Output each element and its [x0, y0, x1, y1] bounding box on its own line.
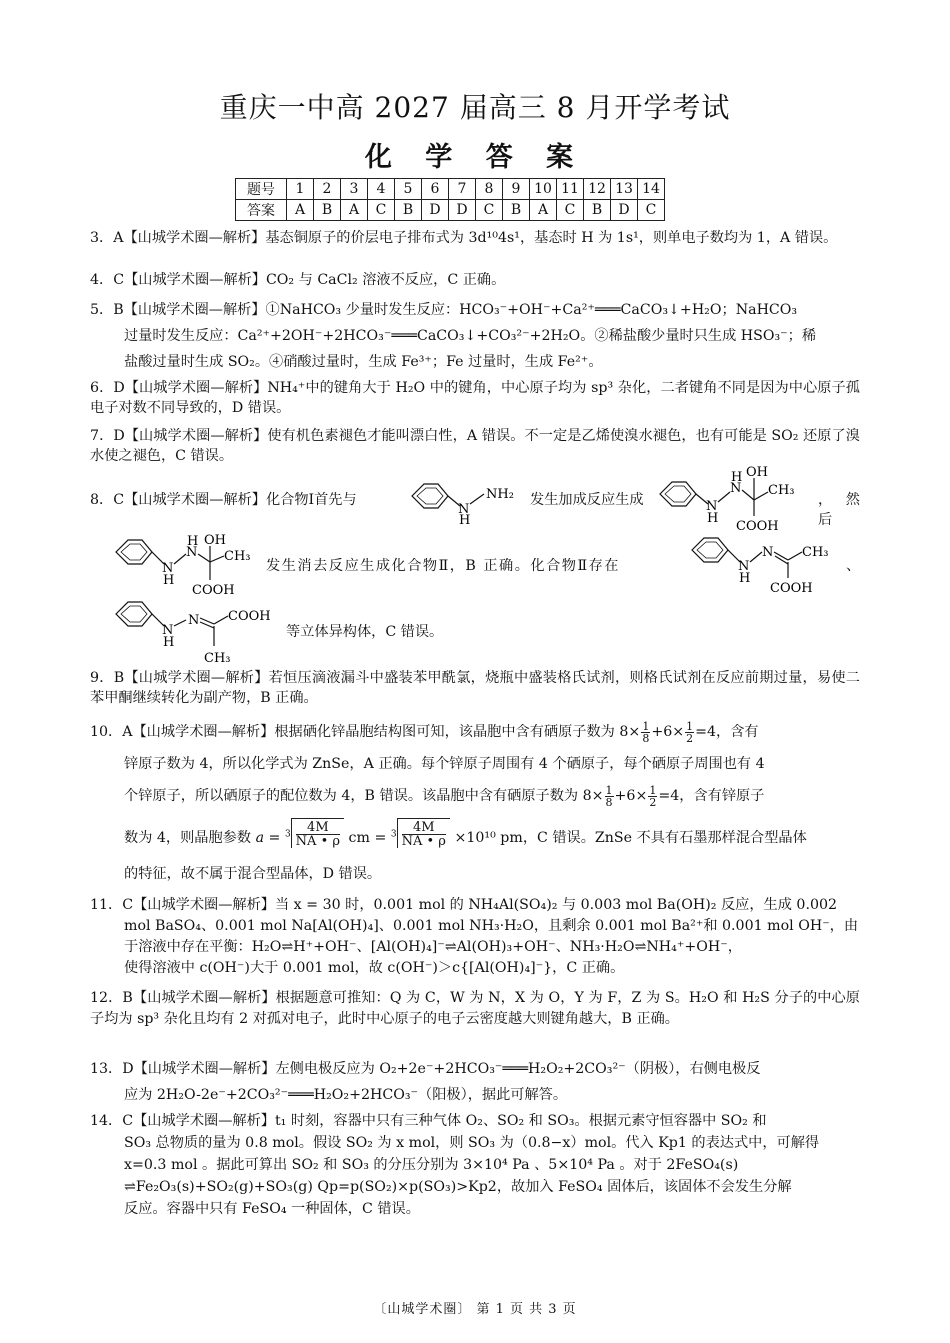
page-title: 重庆一中高 2027 届高三 8 月开学考试 [219, 91, 731, 124]
item-line: 盐酸过量时生成 SO₂。④硝酸过量时，生成 Fe³⁺；Fe 过量时，生成 Fe²⁺。 [124, 354, 603, 370]
item-line [90, 716, 860, 748]
atom-label: COOH [770, 581, 813, 596]
question-number-cell: 10 [530, 179, 557, 200]
answer-cell: D [422, 200, 449, 221]
item-line: 应为 2H₂O-2e⁻+2CO₃²⁻═══H₂O₂+2HCO₃⁻（阳极），据此可解答。 [124, 1087, 568, 1103]
atom-label: N [762, 545, 774, 560]
question-number-cell: 12 [584, 179, 611, 200]
atom-label: CH₃ [224, 549, 251, 564]
item-line: 于溶液中存在平衡：H₂O⇌H⁺+OH⁻、[Al(OH)₄]⁻⇌Al(OH)₃+OH⁻、NH₃·H₂O⇌NH₄⁺+OH⁻， [124, 939, 742, 955]
answer-item-7 [90, 426, 860, 466]
fraction-denominator: 8 [605, 795, 613, 809]
item-text: 3．A【山城学术圈—解析】基态铜原子的价层电子排布式为 3d¹⁰4s¹，基态时 H 为 1s¹，则单电子数均为 1，A 错误。 [90, 230, 838, 246]
math-text: 8× [619, 724, 641, 740]
item-text: 12．B【山城学术圈—解析】根据题意可推知：Q 为 C，W 为 N，X 为 O，Y 为 F，Z 为 S。H₂O 和 H₂S 分子的中心原子均为 sp³ 杂化且均有 2 对孤对电子，此时中心原子的电子云密度越大则键角越大，B 正确。 [90, 990, 860, 1027]
answer-item-3 [90, 228, 860, 248]
question-number-cell: 1 [287, 179, 314, 200]
item-line: 11．C【山城学术圈—解析】当 x = 30 时，0.001 mol 的 NH₄Al(SO₄)₂ 与 0.003 mol Ba(OH)₂ 反应，生成 0.002 [90, 897, 838, 913]
fraction [605, 785, 614, 808]
answer-item-9 [90, 668, 860, 708]
atom-label: H [731, 470, 743, 485]
answer-cell: C [557, 200, 584, 221]
answer-item-8 [90, 465, 860, 534]
math-text: =4 [658, 788, 680, 804]
atom-label: N [738, 559, 750, 574]
item-text: 7．D【山城学术圈—解析】使有机色素褪色才能叫漂白性，A 错误。不一定是乙烯使溴水褪色，也有可能是 SO₂ 还原了溴水使之褪色，C 错误。 [90, 428, 860, 464]
item-text: 等立体异构体，C 错误。 [286, 624, 444, 640]
question-number-cell: 13 [611, 179, 638, 200]
item-text: ，C 错误。ZnSe 不具有石墨那样混合型晶体 [522, 830, 807, 846]
item-text: 6．D【山城学术圈—解析】NH₄⁺中的键角大于 H₂O 中的键角，中心原子均为 sp³ 杂化，二者键角不同是因为中心原子孤电子对数不同导致的，D 错误。 [90, 380, 860, 416]
item-text: 数为 4，则晶胞参数 [124, 830, 252, 846]
atom-label: CH₃ [802, 545, 829, 560]
root-numerator: 4M [402, 821, 446, 835]
root-index: 3 [284, 829, 291, 840]
addition-product-structure [656, 464, 816, 534]
atom-label: COOH [736, 519, 779, 534]
item-text: ，含有 [716, 724, 759, 740]
atom-label: H [707, 511, 719, 526]
item-line: ⇌Fe₂O₃(s)+SO₂(g)+SO₃(g) Qp=p(SO₂)×p(SO₃)>Kp2，故加入 FeSO₄ 固体后，该固体不会发生分解 [124, 1179, 792, 1195]
item-line: x=0.3 mol 。据此可算出 SO₂ 和 SO₃ 的分压分别为 3×10⁴ Pa 、5×10⁴ Pa 。对于 2FeSO₄(s) [124, 1157, 739, 1173]
answer-item-13 [90, 1056, 860, 1108]
answer-cell: B [395, 200, 422, 221]
row-label: 题号 [236, 179, 287, 200]
addition-product-structure [112, 534, 272, 600]
answer-item-12 [90, 988, 860, 1030]
item-line: 反应。容器中只有 FeSO₄ 一种固体，C 错误。 [124, 1201, 420, 1217]
cube-root [397, 818, 450, 858]
atom-label: OH [204, 534, 226, 548]
fraction-denominator: 2 [649, 795, 657, 809]
fraction-denominator: 2 [686, 731, 694, 745]
item-line: SO₃ 总物质的量为 0.8 mol。假设 SO₂ 为 x mol，则 SO₃ 为（0.8−x）mol。代入 Kp1 的表达式中，可解得 [124, 1135, 820, 1151]
item-text: 发生消去反应生成化合物Ⅱ，B 正确。化合物Ⅱ存在 [266, 558, 620, 574]
atom-label: H [739, 571, 751, 586]
answer-cell: C [368, 200, 395, 221]
item-text: ，然后 [818, 492, 860, 528]
fraction-numerator: 1 [642, 719, 650, 733]
answer-cell: A [530, 200, 557, 221]
root-index: 3 [390, 829, 397, 840]
question-number-cell: 14 [638, 179, 665, 200]
atom-label: N [162, 561, 174, 576]
answer-row [236, 200, 665, 221]
question-number-cell: 3 [341, 179, 368, 200]
question-number-cell: 5 [395, 179, 422, 200]
item-line: 的特征，故不属于混合型晶体，D 错误。 [124, 866, 382, 882]
root-numerator: 4M [296, 821, 340, 835]
atom-label: H [187, 534, 199, 549]
atom-label: N [706, 499, 718, 514]
item-line: 5．B【山城学术圈—解析】①NaHCO₃ 少量时发生反应：HCO₃⁻+OH⁻+Ca²⁺═══CaCO₃↓+H₂O；NaHCO₃ [90, 302, 798, 318]
answer-cell: B [584, 200, 611, 221]
atom-label: OH [746, 465, 768, 480]
item-text: 、 [846, 558, 861, 574]
atom-label: N [188, 613, 200, 628]
math-text: cm = [348, 830, 387, 846]
phenylhydrazine-structure [408, 476, 538, 526]
item-line [90, 780, 860, 812]
atom-label: H [459, 513, 471, 526]
answer-item-4 [90, 270, 860, 290]
atom-label: H [163, 573, 175, 588]
item-line: 使得溶液中 c(OH⁻)大于 0.001 mol，故 c(OH⁻)＞c{[Al(OH)₄]⁻}，C 正确。 [124, 960, 625, 976]
item-text: 8．C【山城学术圈—解析】化合物Ⅰ首先与 [90, 492, 357, 508]
math-text: =4 [695, 724, 717, 740]
item-text: 9．B【山城学术圈—解析】若恒压滴液漏斗中盛装苯甲酰氯，烧瓶中盛装格氏试剂，则格氏试剂在反应前期过量，易使二苯甲酮继续转化为副产物，B 正确。 [90, 670, 860, 706]
answer-cell: A [287, 200, 314, 221]
row-label: 答案 [236, 200, 287, 221]
answer-item-8-line3 [90, 602, 860, 668]
fraction [648, 785, 657, 808]
answer-cell: B [314, 200, 341, 221]
atom-label: N [162, 623, 174, 638]
fraction [641, 721, 650, 744]
atom-label: CH₃ [768, 483, 795, 498]
fraction [685, 721, 694, 744]
item-line: mol BaSO₄、0.001 mol Na[Al(OH)₄]、0.001 mol NH₃·H₂O，且剩余 0.001 mol Ba²⁺和 0.001 mol OH⁻，由 [124, 918, 859, 934]
question-number-cell: 9 [503, 179, 530, 200]
atom-label: CH₃ [204, 651, 231, 666]
page-footer: 〔山城学术圈〕 第 1 页 共 3 页 [373, 1302, 577, 1317]
atom-label: H [163, 635, 175, 650]
question-number-row [236, 179, 665, 200]
item-line: 14．C【山城学术圈—解析】t₁ 时刻，容器中只有三种气体 O₂、SO₂ 和 SO₃。根据元素守恒容器中 SO₂ 和 [90, 1113, 767, 1129]
atom-label: COOH [228, 609, 271, 624]
math-text: +6× [614, 788, 648, 804]
atom-label: N [730, 481, 742, 496]
atom-label: COOH [192, 583, 235, 598]
answer-cell: C [476, 200, 503, 221]
answer-cell: A [341, 200, 368, 221]
answer-item-8-line2 [90, 534, 860, 600]
answer-item-14 [90, 1110, 860, 1220]
item-line: 锌原子数为 4，所以化学式为 ZnSe，A 正确。每个锌原子周围有 4 个硒原子，每个硒原子周围也有 4 [124, 756, 765, 772]
item-text: 个锌原子，所以硒原子的配位数为 4，B 错误。该晶胞中含有硒原子数为 [124, 788, 579, 804]
root-denominator: NA • ρ [401, 834, 446, 849]
question-number-cell: 2 [314, 179, 341, 200]
question-number-cell: 11 [557, 179, 584, 200]
item-text: 10．A【山城学术圈—解析】根据硒化锌晶胞结构图可知，该晶胞中含有硒原子数为 [90, 724, 615, 740]
question-number-cell: 8 [476, 179, 503, 200]
answer-item-5 [90, 297, 860, 375]
math-text: +6× [651, 724, 685, 740]
item-line: 13．D【山城学术圈—解析】左侧电极反应为 O₂+2e⁻+2HCO₃⁻═══H₂O₂+2CO₃²⁻（阴极），右侧电极反 [90, 1061, 761, 1077]
stereoisomer-structure [112, 598, 292, 668]
item-line: 过量时发生反应：Ca²⁺+2OH⁻+2HCO₃⁻═══CaCO₃↓+CO₃²⁻+2H₂O。②稀盐酸少量时只生成 HSO₃⁻；稀 [124, 328, 817, 344]
answer-cell: B [503, 200, 530, 221]
answer-item-6 [90, 378, 860, 418]
question-number-cell: 4 [368, 179, 395, 200]
root-denominator: NA • ρ [295, 834, 341, 849]
math-text: a = [255, 830, 281, 846]
fraction-denominator: 8 [642, 731, 650, 745]
fraction-numerator: 1 [605, 783, 613, 797]
answer-cell: D [449, 200, 476, 221]
math-text: 8× [582, 788, 604, 804]
question-number-cell: 7 [449, 179, 476, 200]
answer-table [235, 178, 665, 221]
question-number-cell: 6 [422, 179, 449, 200]
answer-item-11 [90, 895, 860, 979]
fraction-numerator: 1 [686, 719, 694, 733]
item-line [90, 818, 860, 858]
fraction-numerator: 1 [649, 783, 657, 797]
atom-label: N [458, 502, 470, 517]
compound-ii-structure [688, 534, 852, 600]
answer-cell: D [611, 200, 638, 221]
math-text: ×10¹⁰ pm [454, 830, 523, 846]
cube-root [291, 818, 344, 858]
item-text: 发生加成反应生成 [530, 492, 644, 508]
answer-item-10 [90, 716, 860, 890]
atom-label: NH₂ [486, 487, 514, 502]
item-text: 4．C【山城学术圈—解析】CO₂ 与 CaCl₂ 溶液不反应，C 正确。 [90, 272, 506, 288]
atom-label: N [186, 545, 198, 560]
answer-cell: C [638, 200, 665, 221]
subject-title: 化 学 答 案 [364, 142, 586, 173]
item-text: ，含有锌原子 [679, 788, 765, 804]
